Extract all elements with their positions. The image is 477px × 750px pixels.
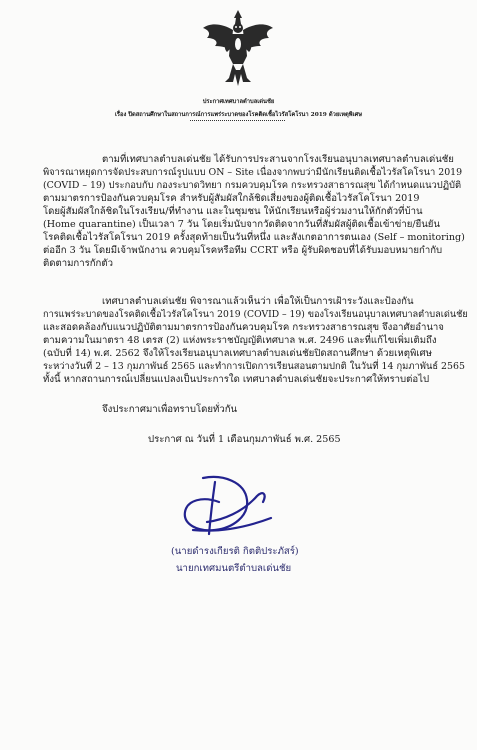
announcement-subject: เรื่อง ปิดสถานศึกษาในสถานการณ์การแพร่ระบาดของโรคติดเชื้อไวรัสโคโรนา 2019 ด้วยเหตุพิเศษ (114, 112, 363, 118)
paragraph2-line: การแพร่ระบาดของโรคติดเชื้อไวรัสโคโรนา 2019 (COVID – 19) ของโรงเรียนอนุบาลเทศบาลตำบลเด่นชัย (43, 309, 468, 320)
paragraph2-line: ตามความในมาตรา 48 เตรส (2) แห่งพระราชบัญญัติเทศบาล พ.ศ. 2496 และที่แก้ไขเพิ่มเติมถึง (43, 335, 437, 346)
paragraph1-line: (COVID – 19) ประกอบกับ กองระบาดวิทยา กรมควบคุมโรค กระทรวงสาธารณสุข ได้กำหนดแนวปฏิบัติ (43, 180, 462, 191)
paragraph1-line: ตามที่เทศบาลตำบลเด่นชัย ได้รับการประสานจากโรงเรียนอนุบาลเทศบาลตำบลเด่นชัย (102, 154, 454, 165)
paragraph2-line: ระหว่างวันที่ 2 – 13 กุมภาพันธ์ 2565 และทำการเปิดการเรียนสอนตามปกติ ในวันที่ 14 กุมภาพันธ์ 2565 (43, 361, 465, 372)
paragraph1-line: (Home quarantine) เป็นเวลา 7 วัน โดยเริ่มนับจากวัดติดจากวันที่สัมผัสผู้ติดเชื้อเข้าข่าย/ยืนยัน (43, 219, 440, 230)
signatory-name: (นายดำรงเกียรติ กิตติประภัสร์) (171, 546, 299, 557)
paragraph1-line: โรคติดเชื้อไวรัสโคโรนา 2019 ครั้งสุดท้ายเป็นวันที่หนึ่ง และสังเกตอาการตนเอง (Self – monitoring) (43, 232, 465, 243)
garuda-emblem-icon (201, 8, 275, 88)
announcement-title: ประกาศเทศบาลตำบลเด่นชัย (202, 99, 275, 105)
paragraph2-line: และสอดคล้องกับแนวปฏิบัติตามมาตรการป้องกันควบคุมโรค กระทรวงสาธารณสุข จึงอาศัยอำนาจ (43, 322, 444, 333)
paragraph1-line: ต่ออีก 3 วัน โดยมีเจ้าพนักงาน ควบคุมโรคหรือทีม CCRT หรือ ผู้รับผิดชอบที่ได้รับมอบหมายกำกับ (43, 245, 443, 256)
paragraph1-line: พิจารณาหยุดการจัดประสบการณ์รูปแบบ ON – Site เนื่องจากพบว่ามีนักเรียนติดเชื้อไวรัสโคโรนา 2019 (43, 167, 463, 178)
paragraph1-line: โดยผู้สัมผัสใกล้ชิดในโรงเรียน/ที่ทำงาน และในชุมชน ให้นักเรียนหรือผู้ร่วมงานให้กักตัวที่บ้าน (43, 206, 423, 217)
paragraph2-line: ทั้งนี้ หากสถานการณ์เปลี่ยนแปลงเป็นประการใด เทศบาลตำบลเด่นชัยจะประกาศให้ทราบต่อไป (43, 374, 430, 385)
handwritten-signature (163, 472, 283, 542)
paragraph2-line: เทศบาลตำบลเด่นชัย พิจารณาแล้วเห็นว่า เพื่อให้เป็นการเฝ้าระวังและป้องกัน (102, 296, 414, 307)
signatory-position: นายกเทศมนตรีตำบลเด่นชัย (176, 563, 292, 574)
paragraph1-line: ตามมาตรการป้องกันควบคุมโรค สำหรับผู้สัมผัสใกล้ชิดเสี่ยงของผู้ติดเชื้อไวรัสโคโรนา 2019 (43, 193, 420, 204)
title-divider (190, 120, 285, 121)
announcement-date: ประกาศ ณ วันที่ 1 เดือนกุมภาพันธ์ พ.ศ. 2565 (148, 434, 341, 445)
paragraph1-line: ติดตามการกักตัว (43, 258, 113, 269)
closing-statement: จึงประกาศมาเพื่อทราบโดยทั่วกัน (102, 404, 238, 415)
paragraph2-line: (ฉบับที่ 14) พ.ศ. 2562 จึงให้โรงเรียนอนุบาลเทศบาลตำบลเด่นชัยปิดสถานศึกษา ด้วยเหตุพิเศษ (43, 348, 432, 359)
